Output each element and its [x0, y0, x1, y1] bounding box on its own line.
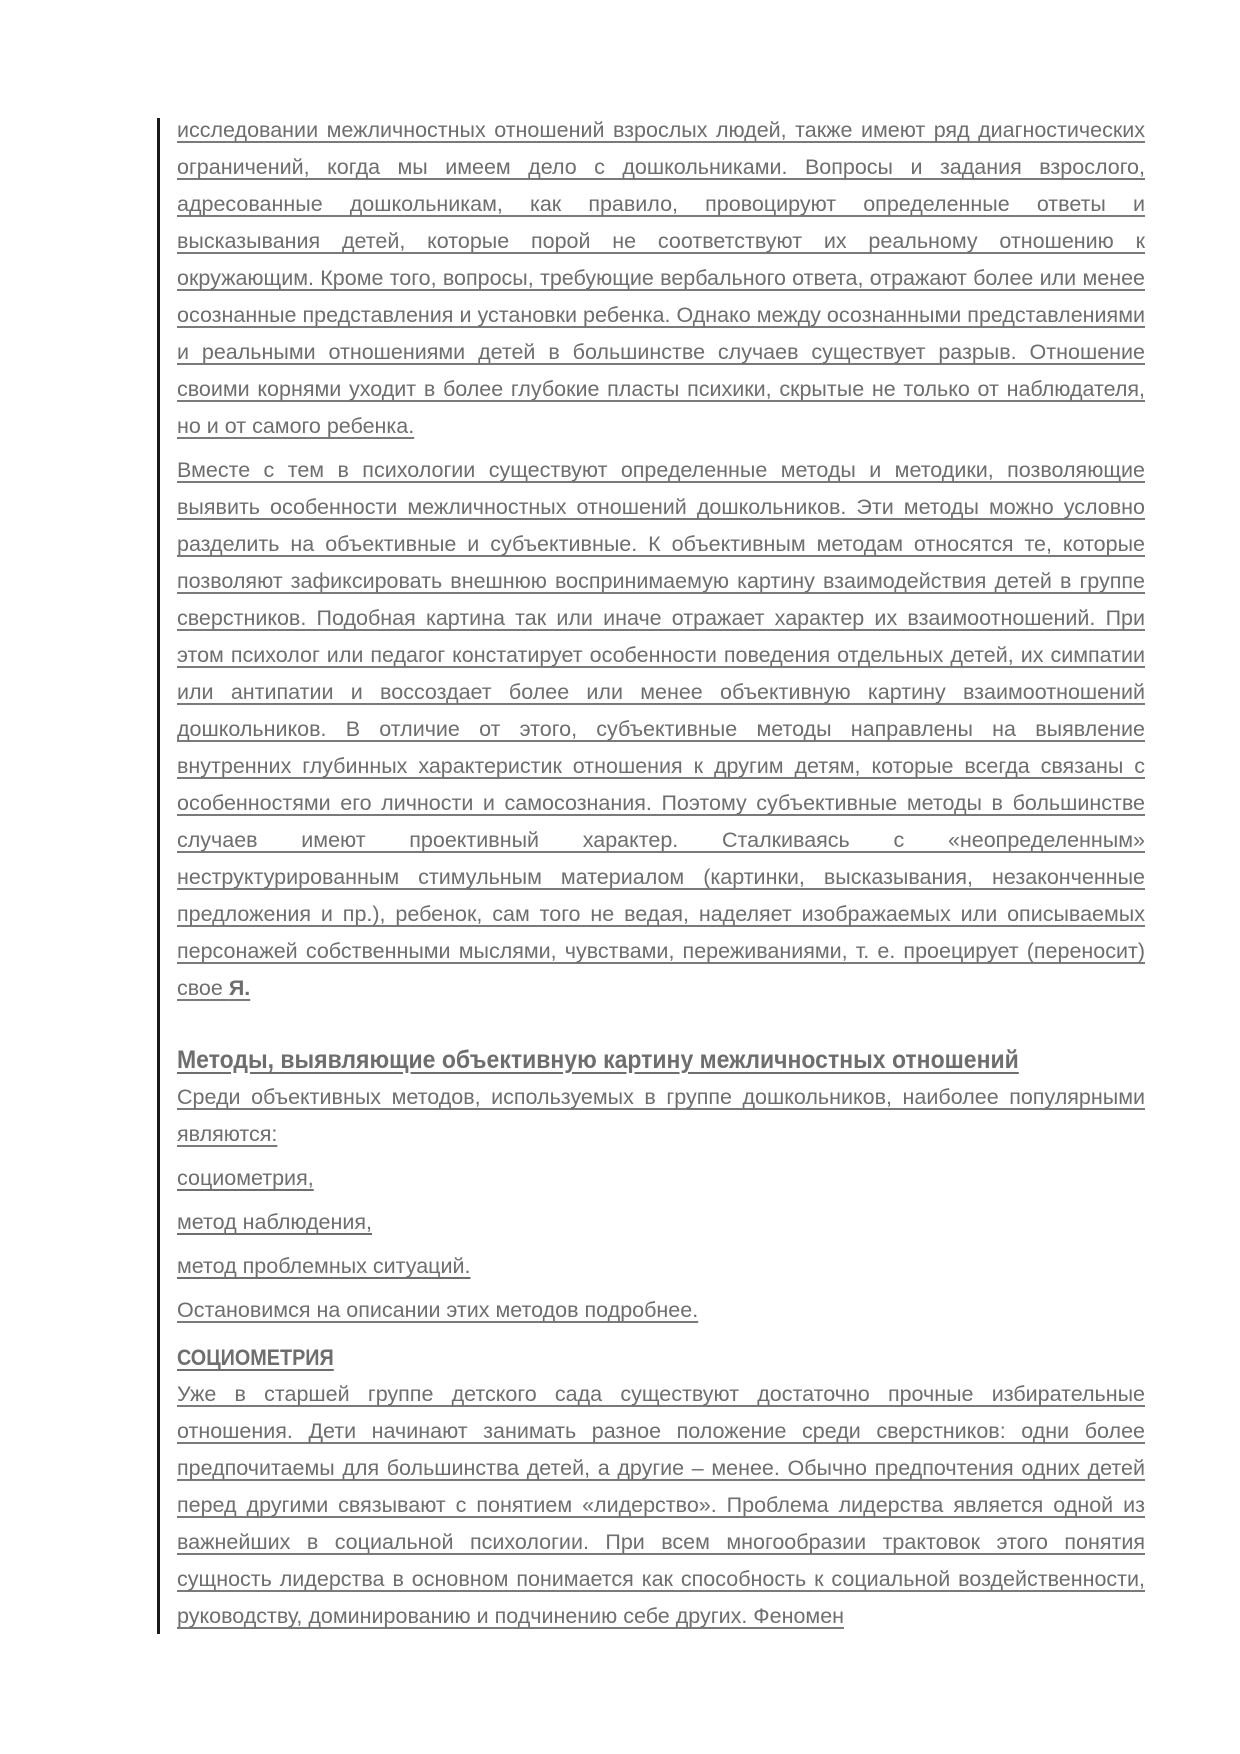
method-sociometry: социометрия, — [177, 1166, 314, 1190]
revision-change-bar — [157, 118, 160, 1634]
document-page — [177, 112, 1145, 1635]
method-problem-situations: метод проблемных ситуаций. — [177, 1254, 471, 1278]
methods-list — [177, 1160, 1145, 1285]
paragraph-2-text: Вместе с тем в психологии существуют определенные методы и методики, позволяющие выявить особенности межличностных отношений дошкольников. Эти методы можно условно разделить на объективные и субъективные. К объективным методам относятся те, которые позволяют зафиксировать внешнюю воспринимаемую картину взаимодействия детей в группе сверстников. Подобная картина так или иначе отражает характер их взаимоотношений. При этом психолог или педагог констатирует особенности поведения отдельных детей, их симпатии или антипатии и воссоздает более или менее объективную картину взаимоотношений дошкольников. В отличие от этого, субъективные методы направлены на выявление внутренних глубинных характеристик отношения к другим детям, которые всегда связаны с особенностями его личности и самосознания. Поэтому субъективные методы в большинстве случаев имеют проективный характер. Сталкиваясь с «неопределенным» неструктурированным стимульным материалом (картинки, высказывания, незаконченные предложения и пр.), ребенок, сам того не ведая, наделяет изображаемых или описываемых персонажей собственными мыслями, чувствами, переживаниями, т. е. проецирует (переносит) свое — [177, 458, 1145, 1000]
paragraph-2-emphasis: Я. — [228, 976, 251, 1000]
paragraph-2 — [177, 452, 1145, 1007]
paragraph-1: исследовании межличностных отношений взрослых людей, также имеют ряд диагностических ограничений, когда мы имеем дело с дошкольниками. Вопросы и задания взрослого, адресованные дошкольникам, как правило, провоцируют определенные ответы и высказывания детей, которые порой не соответствуют их реальному отношению к окружающим. Кроме того, вопросы, требующие вербального ответа, отражают более или менее осознанные представления и установки ребенка. Однако между осознанными представлениями и реальными отношениями детей в большинстве случаев существует разрыв. Отношение своими корнями уходит в более глубокие пласты психики, скрытые не только от наблюдателя, но и от самого ребенка. — [177, 118, 1145, 438]
section-intro: Среди объективных методов, используемых в группе дошкольников, наиболее популярными являются: — [177, 1085, 1145, 1146]
subheading-sociometry: СОЦИОМЕТРИЯ — [177, 1345, 334, 1370]
closing-line: Остановимся на описании этих методов подробнее. — [177, 1298, 699, 1322]
section-heading: Методы, выявляющие объективную картину межличностных отношений — [177, 1046, 1019, 1074]
paragraph-last: Уже в старшей группе детского сада существуют достаточно прочные избирательные отношения. Дети начинают занимать разное положение среди сверстников: одни более предпочитаемы для большинства детей, а другие – менее. Обычно предпочтения одних детей перед другими связывают с понятием «лидерство». Проблема лидерства является одной из важнейших в социальной психологии. При всем многообразии трактовок этого понятия сущность лидерства в основном понимается как способность к социальной воздейственности, руководству, доминированию и подчинению себе других. Феномен — [177, 1382, 1145, 1628]
method-observation: метод наблюдения, — [177, 1210, 373, 1234]
